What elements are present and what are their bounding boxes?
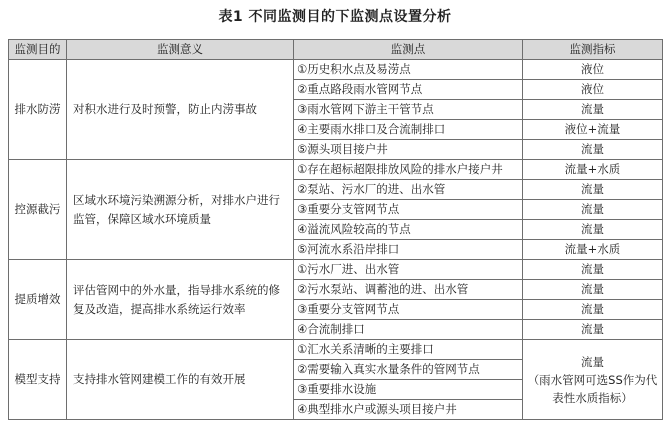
point-cell: ③重要排水设施 [294,380,523,400]
indicator-cell: 流量 [523,320,663,340]
indicator-cell: 流量+水质 [523,240,663,260]
table-row [9,160,663,180]
goal-cell: 提质增效 [9,260,67,340]
indicator-line: 流量 [581,354,604,369]
point-cell: ①历史积水点及易涝点 [294,60,523,80]
point-cell: ①存在超标超限排放风险的排水户接户井 [294,160,523,180]
table-row [9,260,663,280]
header-row [9,40,663,60]
indicator-cell: 流量 [523,100,663,120]
meaning-cell: 支持排水管网建模工作的有效开展 [67,340,294,420]
header-indicator: 监测指标 [523,40,663,60]
indicator-line: （雨水管网可选SS作为代 [527,372,658,387]
point-cell: ③重要分支管网节点 [294,300,523,320]
point-cell: ③雨水管网下游主干管节点 [294,100,523,120]
meaning-cell: 评估管网中的外水量，指导排水系统的修复及改造，提高排水系统运行效率 [67,260,294,340]
header-goal: 监测目的 [9,40,67,60]
indicator-cell: 液位+流量 [523,120,663,140]
point-cell: ②泵站、污水厂的进、出水管 [294,180,523,200]
indicator-cell: 流量 [523,280,663,300]
indicator-cell: 液位 [523,80,663,100]
header-point: 监测点 [294,40,523,60]
indicator-cell: 流量 [523,220,663,240]
header-meaning: 监测意义 [67,40,294,60]
point-cell: ③重要分支管网节点 [294,200,523,220]
goal-cell: 排水防涝 [9,60,67,160]
point-cell: ④主要雨水排口及合流制排口 [294,120,523,140]
point-cell: ④合流制排口 [294,320,523,340]
goal-cell: 控源截污 [9,160,67,260]
meaning-cell: 区域水环境污染溯源分析，对排水户进行监管，保障区域水环境质量 [67,160,294,260]
indicator-line: 表性水质指标） [552,390,633,405]
table-row [9,340,663,360]
table-row [9,60,663,80]
indicator-cell: 流量 [523,180,663,200]
indicator-cell: 流量+水质 [523,160,663,180]
goal-cell: 模型支持 [9,340,67,420]
table-title: 表1 不同监测目的下监测点设置分析 [218,9,452,25]
indicator-cell: 流量 [523,300,663,320]
meaning-cell: 对积水进行及时预警，防止内涝事故 [67,60,294,160]
point-cell: ②污水泵站、调蓄池的进、出水管 [294,280,523,300]
point-cell: ①汇水关系清晰的主要排口 [294,340,523,360]
indicator-cell-merged [523,340,663,420]
indicator-cell: 流量 [523,140,663,160]
point-cell: ②重点路段雨水管网节点 [294,80,523,100]
point-cell: ⑤河流水系沿岸排口 [294,240,523,260]
point-cell: ⑤源头项目接户井 [294,140,523,160]
point-cell: ②需要输入真实水量条件的管网节点 [294,360,523,380]
indicator-cell: 流量 [523,200,663,220]
point-cell: ④典型排水户或源头项目接户井 [294,400,523,420]
point-cell: ①污水厂进、出水管 [294,260,523,280]
point-cell: ④溢流风险较高的节点 [294,220,523,240]
monitoring-table [8,39,663,420]
indicator-cell: 液位 [523,60,663,80]
indicator-cell: 流量 [523,260,663,280]
